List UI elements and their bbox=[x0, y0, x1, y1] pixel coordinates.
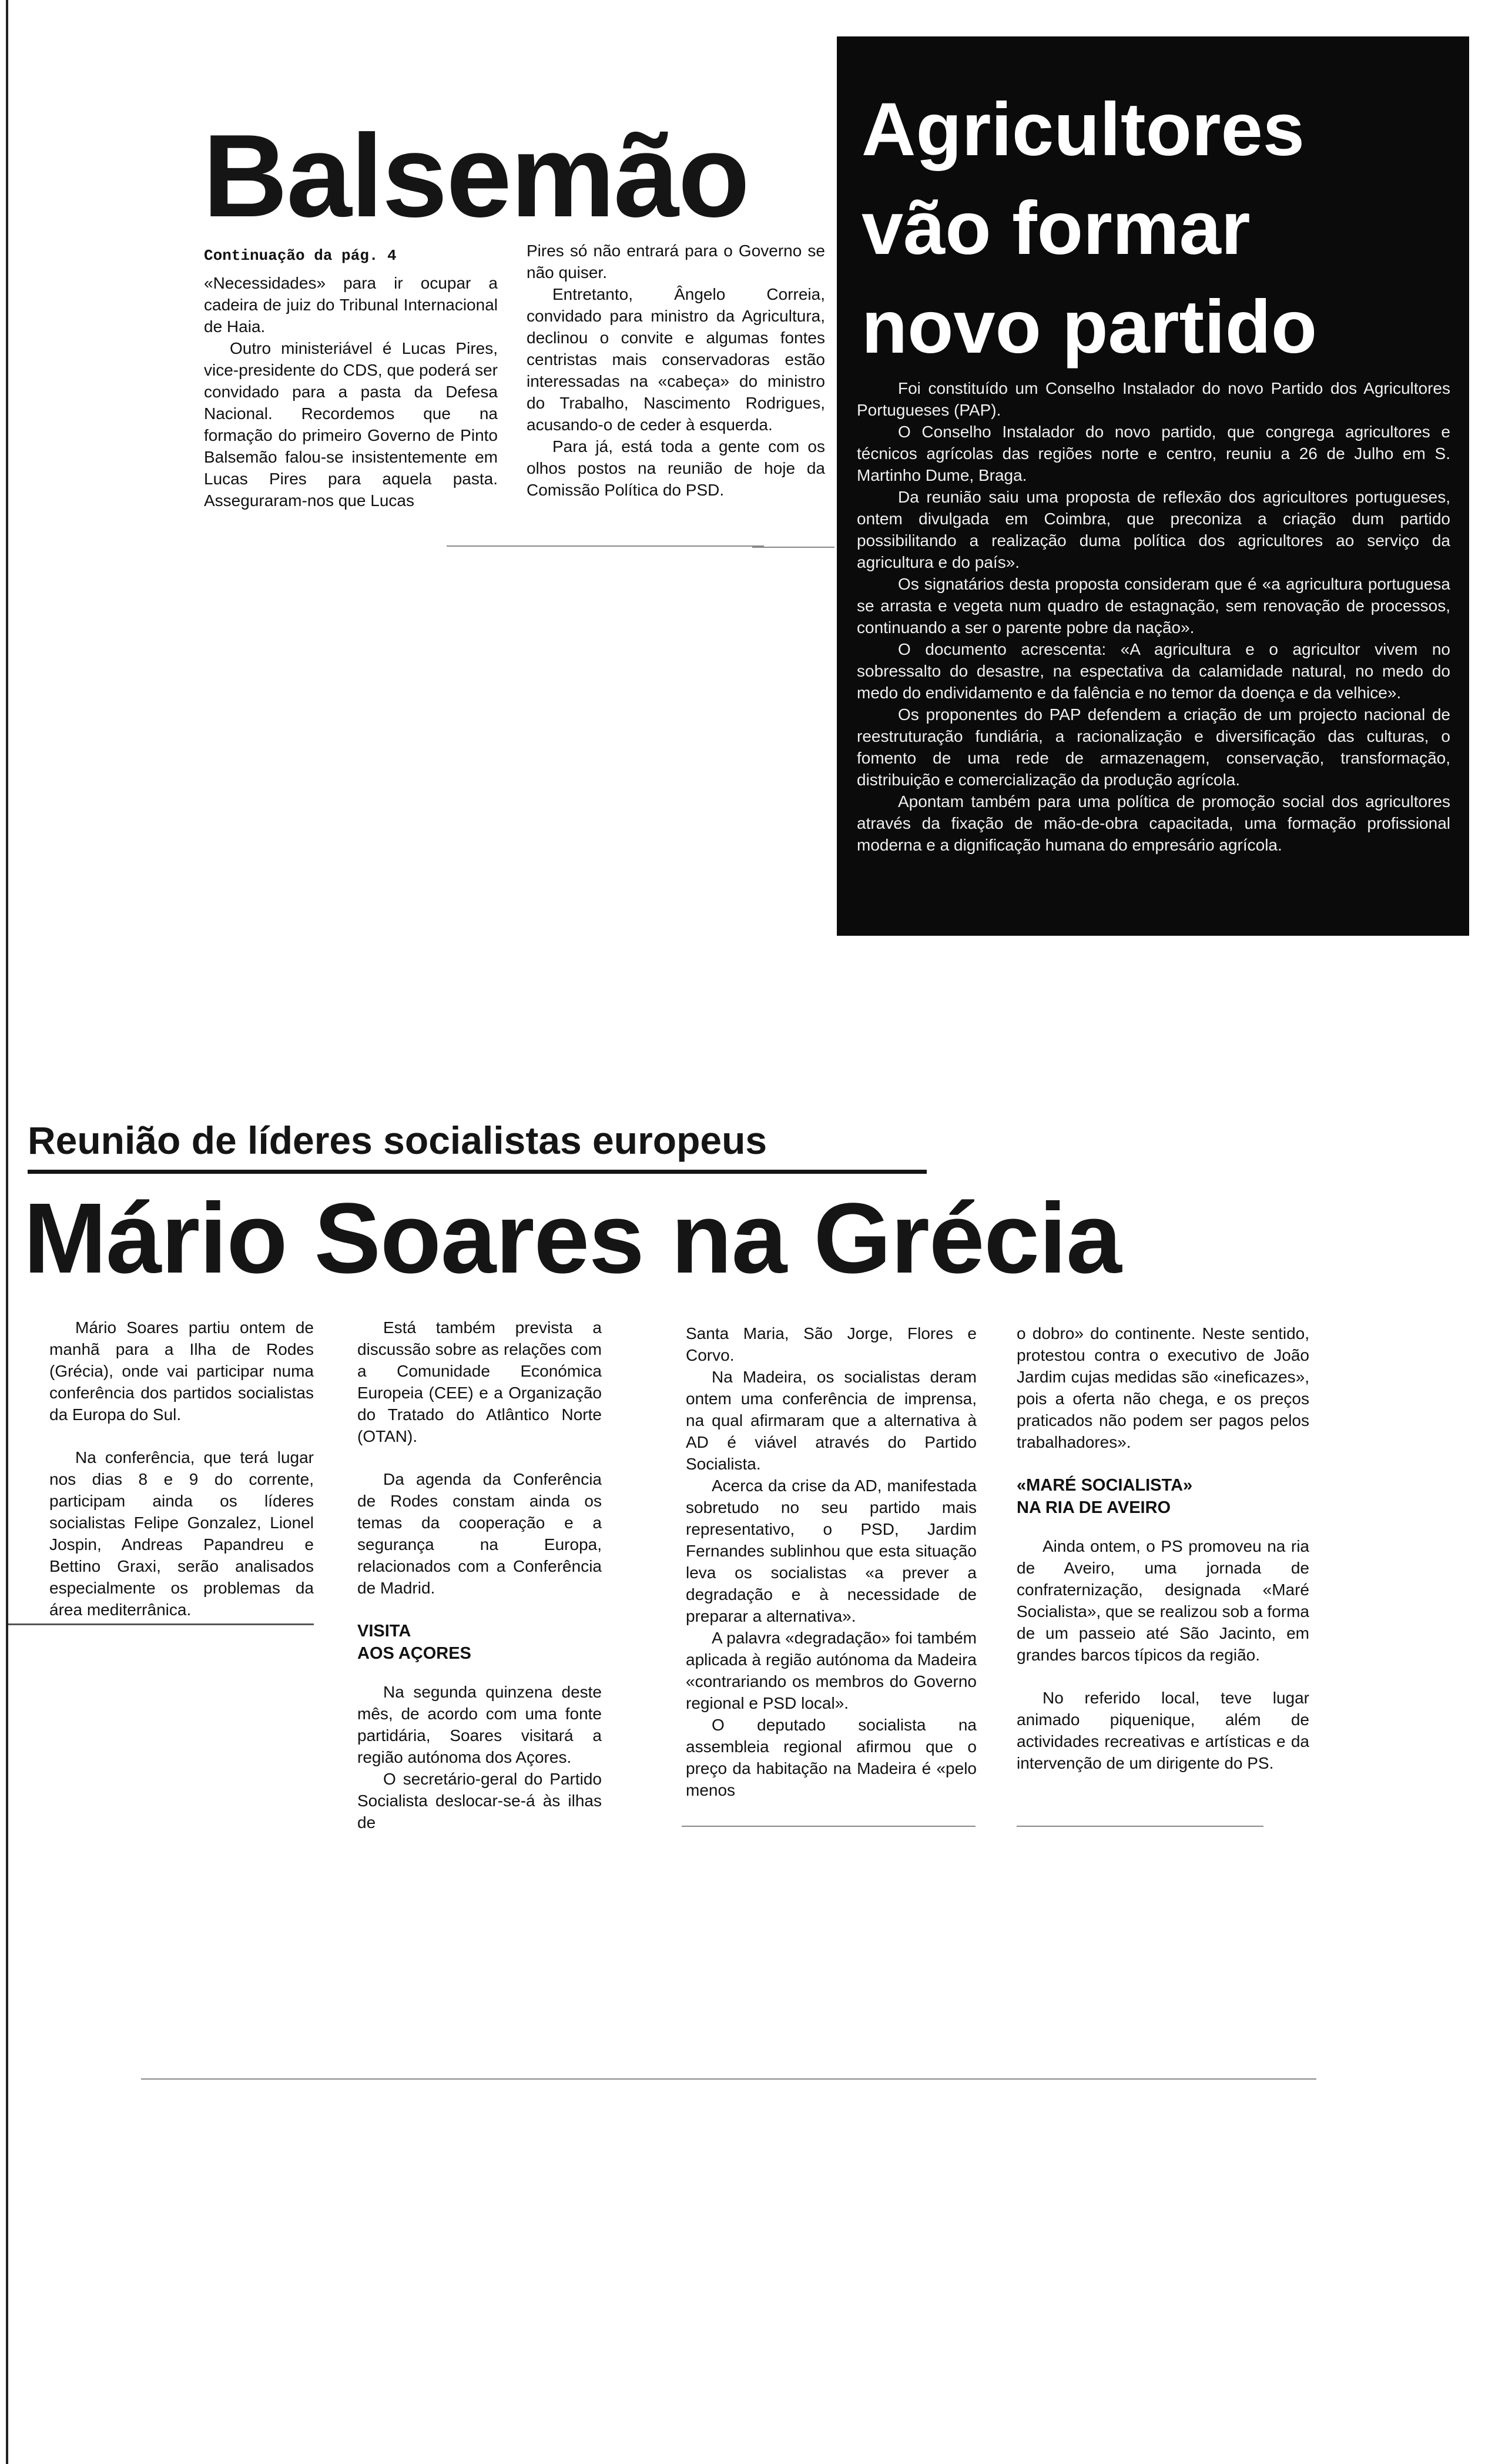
subheading-mare-socialista bbox=[1017, 1474, 1309, 1519]
subheading-visita bbox=[357, 1620, 602, 1665]
subheading-line: AOS AÇORES bbox=[357, 1644, 471, 1663]
paragraph: Entretanto, Ângelo Correia, convidado para ministro da Agricultura, declinou o convite e algumas fontes centristas mais conservadoras estão interessadas na «cabeça» do ministro do Trabalho, Nascimento Rodrigues, acusando-o de ceder à esquerda. bbox=[527, 285, 825, 434]
paragraph: Ainda ontem, o PS promoveu na ria de Aveiro, uma jornada de confraternização, designada «Maré Socialista», que se realizou sob a forma de um passeio até São Jacinto, em grandes barcos típicos da região. bbox=[1017, 1537, 1309, 1664]
paragraph: o dobro» do continente. Neste sentido, protestou contra o executivo de João Jardim cujas medidas são «ineficazes», pois a oferta não chega, e os preços praticados não podem ser pagos pelos trabalhadores». bbox=[1017, 1324, 1309, 1451]
paragraph: O Conselho Instalador do novo partido, que congrega agricultores e técnicos agrícolas das regiões norte e centro, reuniu a 26 de Julho em S. Martinho Dume, Braga. bbox=[857, 423, 1450, 484]
paragraph: Os proponentes do PAP defendem a criação de um projecto nacional de reestruturação fundiária, a racionalização e diversificação das culturas, o fomento de uma rede de armazenagem, conservação, transformação, distribuição e comercialização da produção agrícola. bbox=[857, 705, 1450, 789]
paragraph: A palavra «degradação» foi também aplicada à região autónoma da Madeira «contrariando os membros do Governo regional e PSD local». bbox=[686, 1629, 977, 1712]
paragraph: Na conferência, que terá lugar nos dias 8 e 9 do corrente, participam ainda os líderes socialistas Felipe Gonzalez, Lionel Jospin, Andreas Papandreu e Bettino Graxi, serão analisados especialmente os problemas da área mediterrânica. bbox=[49, 1448, 314, 1619]
paragraph: O deputado socialista na assembleia regional afirmou que o preço da habitação na Madeira é «pelo menos bbox=[686, 1716, 977, 1799]
divider-rule bbox=[447, 545, 764, 547]
balsemao-headline: Balsemão bbox=[203, 111, 749, 242]
paragraph: Pires só não entrará para o Governo se não quiser. bbox=[527, 242, 825, 282]
kicker-underline bbox=[28, 1170, 927, 1174]
agricultores-body bbox=[857, 377, 1450, 856]
divider-rule bbox=[141, 2078, 1316, 2080]
paragraph: Da agenda da Conferência de Rodes constam ainda os temas da cooperação e a segurança na Europa, relacionados com a Conferência de Madrid. bbox=[357, 1470, 602, 1597]
paragraph: Foi constituído um Conselho Instalador do novo Partido dos Agricultores Portugueses (PAP). bbox=[857, 379, 1450, 419]
subheading-line: NA RIA DE AVEIRO bbox=[1017, 1498, 1171, 1517]
agricultores-headline bbox=[862, 81, 1455, 377]
paragraph: Acerca da crise da AD, manifestada sobretudo no seu partido mais representativo, o PSD, Jardim Fernandes sublinhou que esta situação leva os socialistas «a prever a degradação e à necessidade de preparar a alternativa». bbox=[686, 1477, 977, 1625]
soares-column-2 bbox=[357, 1317, 602, 1833]
soares-headline: Mário Soares na Grécia bbox=[24, 1183, 1121, 1294]
paragraph: Para já, está toda a gente com os olhos postos na reunião de hoje da Comissão Política do PSD. bbox=[527, 437, 825, 499]
headline-line: novo partido bbox=[862, 285, 1318, 369]
divider-rule bbox=[8, 1623, 314, 1625]
paragraph: Mário Soares partiu ontem de manhã para a Ilha de Rodes (Grécia), onde vai participar numa conferência dos partidos socialistas da Europa do Sul. bbox=[49, 1318, 314, 1424]
headline-line: vão formar bbox=[862, 186, 1251, 270]
headline-line: Agricultores bbox=[862, 88, 1305, 172]
paragraph: Na Madeira, os socialistas deram ontem uma conferência de imprensa, na qual afirmaram que a alternativa à AD é viável através do Partido Socialista. bbox=[686, 1368, 977, 1473]
divider-rule bbox=[752, 547, 834, 548]
divider-rule bbox=[1017, 1826, 1263, 1827]
paragraph: Outro ministeriável é Lucas Pires, vice-presidente do CDS, que poderá ser convidado para a pasta da Defesa Nacional. Recordemos que na formação do primeiro Governo de Pinto Balsemão falou-se insistentemente em Lucas Pires para aquela pasta. Asseguraram-nos que Lucas bbox=[204, 339, 498, 510]
paragraph: O documento acrescenta: «A agricultura e o agricultor vivem no sobressalto do desastre, na espectativa da calamidade natural, no medo do medo do endividamento e da falência e no temor da doença e da velhice». bbox=[857, 640, 1450, 702]
soares-column-4 bbox=[1017, 1323, 1309, 1774]
paragraph: Na segunda quinzena deste mês, de acordo com uma fonte partidária, Soares visitará a região autónoma dos Açores. bbox=[357, 1683, 602, 1766]
paragraph: Está também prevista a discussão sobre as relações com a Comunidade Económica Europeia (CEE) e a Organização do Tratado do Atlântico Norte (OTAN). bbox=[357, 1318, 602, 1445]
paragraph: O secretário-geral do Partido Socialista deslocar-se-á às ilhas de bbox=[357, 1770, 602, 1832]
paragraph: No referido local, teve lugar animado piquenique, além de actividades recreativas e artísticas e da intervenção de um dirigente do PS. bbox=[1017, 1689, 1309, 1772]
agricultores-article-box bbox=[837, 36, 1469, 936]
divider-rule bbox=[682, 1826, 976, 1827]
paragraph: Os signatários desta proposta consideram que é «a agricultura portuguesa se arrasta e vegeta num quadro de estagnação, sem renovação de processos, continuando a ser o parente pobre da nação». bbox=[857, 575, 1450, 637]
soares-column-1 bbox=[49, 1317, 314, 1621]
continuation-note: Continuação da pág. 4 bbox=[204, 247, 397, 265]
soares-kicker: Reunião de líderes socialistas europeus bbox=[28, 1119, 767, 1162]
balsemao-column-2 bbox=[527, 240, 825, 501]
paragraph: Apontam também para uma política de promoção social dos agricultores através da fixação de mão-de-obra capacitada, uma formação profissional moderna e a dignificação humana do empresário agrícola. bbox=[857, 792, 1450, 854]
subheading-line: «MARÉ SOCIALISTA» bbox=[1017, 1476, 1193, 1495]
paragraph: Da reunião saiu uma proposta de reflexão dos agricultores portugueses, ontem divulgada em Coimbra, que preconiza a criação dum partido possibilitando a realização duma política dos agricultores ao serviço da agricultura e do país». bbox=[857, 488, 1450, 571]
subheading-line: VISITA bbox=[357, 1622, 411, 1641]
paragraph: «Necessidades» para ir ocupar a cadeira de juiz do Tribunal Internacional de Haia. bbox=[204, 274, 498, 336]
balsemao-column-1 bbox=[204, 272, 498, 511]
soares-column-3 bbox=[686, 1323, 977, 1801]
paragraph: Santa Maria, São Jorge, Flores e Corvo. bbox=[686, 1324, 977, 1364]
